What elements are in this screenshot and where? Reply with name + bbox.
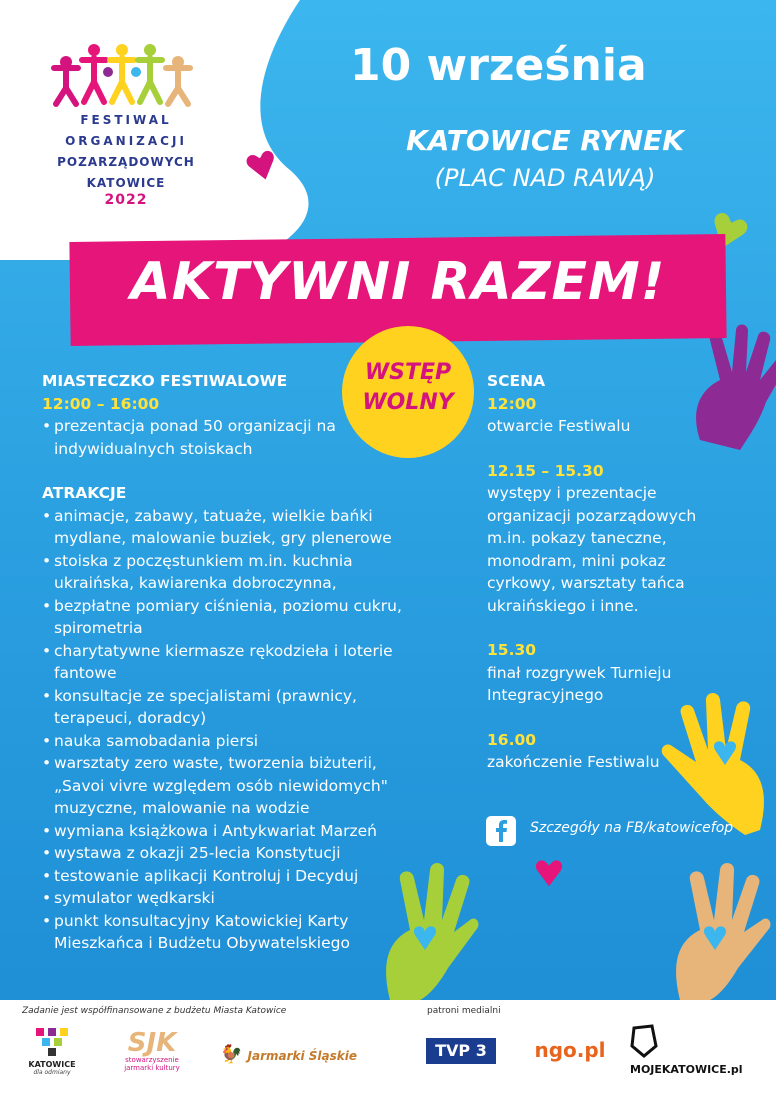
event-time: 15.30	[487, 641, 537, 659]
funding-note: Zadanie jest współfinansowane z budżetu Miasta Katowice	[22, 1006, 287, 1016]
list-item: • nauka samobadania piersi	[42, 730, 422, 753]
event-date: 10 września	[350, 40, 647, 91]
rooster-icon: 🐓	[220, 1044, 243, 1065]
event-description: zakończenie Festiwalu	[487, 753, 660, 771]
event-place-detail: (PLAC NAD RAWĄ)	[434, 164, 656, 192]
list-item: • wymiana książkowa i Antykwariat Marzeń	[42, 820, 422, 843]
left-column	[42, 370, 422, 955]
list-item: • stoiska z poczęstunkiem m.in. kuchnia ukraińska, kawiarenka dobroczynna,	[42, 550, 422, 595]
list-item: • symulator wędkarski	[42, 887, 422, 910]
festival-logo	[36, 38, 216, 208]
sjk-logo-text: stowarzyszenie jarmarki kultury	[124, 1056, 180, 1072]
katowice-logo-text: KATOWICE	[28, 1060, 76, 1069]
hand-decoration-bottom-right	[640, 850, 776, 1000]
logo-line-katowice: KATOWICE	[86, 176, 166, 190]
tvp3-logo: TVP 3	[426, 1038, 496, 1064]
event-time: 12.15 – 15.30	[487, 461, 604, 480]
list-item: • bezpłatne pomiary ciśnienia, poziomu cukru, spirometria	[42, 595, 422, 640]
badge-line-1: WSTĘP	[364, 360, 452, 385]
section-title-miasteczko: MIASTECZKO FESTIWALOWE	[42, 372, 288, 390]
people-logo-icon	[46, 38, 206, 108]
event-description: finał rozgrywek Turnieju Integracyjnego	[487, 663, 672, 704]
list-item: • konsultacje ze specjalistami (prawnicy, terapeuci, doradcy)	[42, 685, 422, 730]
katowice-logo	[22, 1026, 82, 1076]
ngo-logo: ngo.pl	[534, 1038, 606, 1062]
map-pin-icon	[630, 1024, 658, 1058]
event-place: KATOWICE RYNEK	[406, 124, 684, 157]
facebook-f-icon	[486, 816, 516, 846]
list-item: • warsztaty zero waste, tworzenia biżuterii, „Savoi vivre względem osób niewidomych" muzyczne, malowanie na wodzie	[42, 752, 422, 820]
heart-icon-pink	[244, 148, 280, 184]
title-banner-text: AKTYWNI RAZEM!	[130, 252, 666, 312]
list-item: • punkt konsultacyjny Katowickiej Karty Mieszkańca i Budżetu Obywatelskiego	[42, 910, 422, 955]
logo-year: 2022	[104, 192, 148, 208]
list-item: • wystawa z okazji 25-lecia Konstytucji	[42, 842, 422, 865]
section-title-atrakcje: ATRAKCJE	[42, 484, 127, 502]
atrakcje-list	[42, 505, 422, 955]
event-description: otwarcie Festiwalu	[487, 417, 631, 435]
event-time: 16.00	[487, 730, 537, 749]
miasteczko-list	[42, 415, 422, 460]
mojekatowice-text: MOJEKATOWICE.pl	[630, 1063, 743, 1076]
list-item: • prezentacja ponad 50 organizacji na indywidualnych stoiskach	[42, 415, 422, 460]
event-description: występy i prezentacje organizacji pozarządowych m.in. pokazy taneczne, monodram, mini pokaz cyrkowy, warsztaty tańca ukraińskiego i inne.	[487, 484, 697, 615]
list-item: • animacje, zabawy, tatuaże, wielkie bańki mydlane, malowanie buziek, gry plenerowe	[42, 505, 422, 550]
section-time-miasteczko: 12:00 – 16:00	[42, 394, 160, 413]
list-item: • charytatywne kiermasze rękodzieła i loterie fantowe	[42, 640, 422, 685]
media-patrons-label: patroni medialni	[427, 1006, 501, 1016]
katowice-heart-icon	[34, 1026, 70, 1056]
list-item: • testowanie aplikacji Kontroluj i Decyduj	[42, 865, 422, 888]
event-time: 12:00	[487, 394, 537, 413]
logo-line-organizacji: ORGANIZACJI	[65, 134, 187, 148]
katowice-logo-sub: dla odmiany	[33, 1069, 71, 1076]
heart-icon-pink-small	[532, 856, 566, 890]
section-title-scena: SCENA	[487, 372, 546, 390]
jarmarki-slaskie-logo	[220, 1044, 360, 1065]
right-column	[487, 370, 737, 774]
sjk-logo	[112, 1030, 192, 1072]
sjk-logo-mark: SJK	[127, 1028, 177, 1058]
logo-line-festiwal: FESTIWAL	[80, 113, 172, 127]
jarmarki-slaskie-text: Jarmarki Śląskie	[247, 1049, 358, 1063]
footer	[0, 1000, 776, 1100]
facebook-icon[interactable]	[486, 816, 516, 846]
logo-line-pozarzadowych: POZARZĄDOWYCH	[57, 155, 195, 169]
badge-line-2: WOLNY	[362, 390, 454, 415]
facebook-link-text[interactable]: Szczegóły na FB/katowicefop	[530, 820, 734, 836]
mojekatowice-logo	[630, 1024, 760, 1077]
